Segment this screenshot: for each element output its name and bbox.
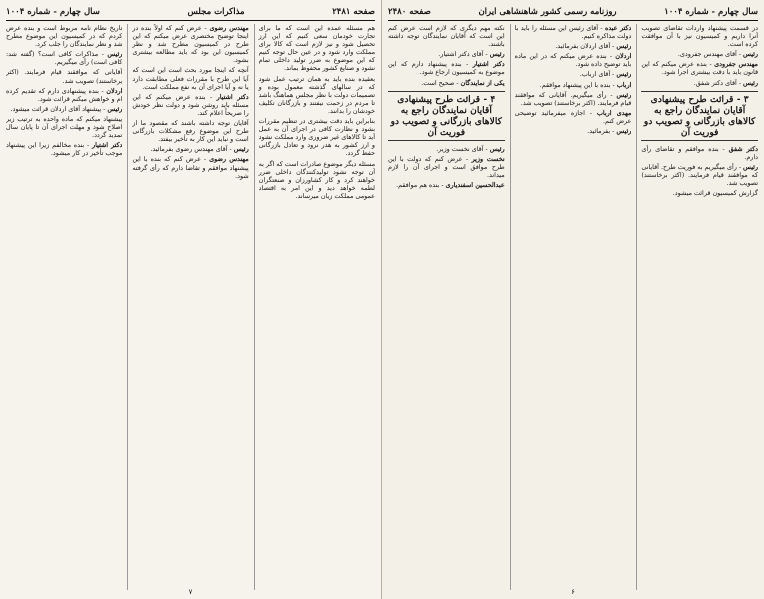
left-page-number: صفحه ۲۴۸۱ <box>332 7 375 17</box>
left-page-title: مذاکرات مجلس <box>187 7 245 17</box>
debate-paragraph: رئیس - آقای دکتر اشتیار. <box>438 50 505 59</box>
speaker-name: مهندس جفرودی <box>714 60 758 69</box>
left-page-header <box>6 6 375 21</box>
right-page-column <box>388 24 505 590</box>
speaker-name: رئیس <box>743 162 758 171</box>
paragraph-text: بنده پیشنهادی دارم که تقدیم کرده ام و خواهش میکنم قرائت شود. <box>6 86 123 103</box>
debate-paragraph: رئیس - آقای اردلان بفرمائید. <box>555 42 632 51</box>
debate-paragraph: رئیس - آقای نخست وزیر. <box>436 144 505 153</box>
left-page-columns <box>6 24 375 590</box>
speaker-name: رئیس <box>107 50 123 59</box>
left-page-footer-number: ۷ <box>188 588 193 596</box>
debate-paragraph: رئیس - پیشنهاد آقای اردلان قرائت میشود. <box>10 104 123 113</box>
paragraph-text: تاریخ نظام نامه مربوط است و بنده عرض کردم که در کمیسیون این موضوع مطرح شد و نظر نمایندگان را جلب کرد. <box>6 24 123 49</box>
speaker-name: یکی از نمایندگان <box>460 78 505 87</box>
debate-paragraph: رئیس - رأی میگیریم. آقایانی که موافقند قیام فرمایند. (اکثر برخاستند) تصویب شد. <box>514 90 632 107</box>
debate-paragraph <box>132 66 248 90</box>
debate-paragraph: مهندس رضوی - عرض کنم که اولاً بنده در اینجا توضیح مختصری عرض میکنم که این طرح در کمیسیون مطرح شد و نظر کمیسیون این بود که باید مطالعه بیشتری بشود. <box>132 24 249 65</box>
right-page <box>382 0 764 599</box>
paragraph-text: آقای دکتر شفق. <box>693 78 737 87</box>
right-page-columns <box>388 24 758 590</box>
speaker-name: مهندس رضوی <box>209 155 249 164</box>
right-page-column <box>510 24 632 590</box>
paragraph-text: بنده مخالفم زیرا این پیشنهاد موجب تأخیر در کار میشود. <box>6 141 123 158</box>
paragraph-text: بنابراین باید دقت بیشتری در تنظیم مقررات بشود و نظارت کافی در اجرای آن به عمل آید تا کالاهای غیر ضروری وارد مملکت نشود و ارز کشور به هدر نرود و تعادل بازرگانی حفظ گردد. <box>258 117 375 158</box>
debate-paragraph: دکتر اشتیار - بنده پیشنهاد دارم که این موضوع به کمیسیون ارجاع شود. <box>387 60 505 77</box>
debate-paragraph: ارباب - بنده با این پیشنهاد موافقم. <box>539 80 632 89</box>
paragraph-text: بنده با این پیشنهاد موافقم. <box>539 80 611 89</box>
paragraph-text: آقای دکتر اشتیار. <box>438 50 484 59</box>
right-page-column <box>636 24 758 590</box>
section-heading: ۴ - قرائت طرح پیشنهادی آقایان نمایندگان راجع به کالاهای بازرگانی و تصویب دو فوریت آن <box>388 91 505 141</box>
debate-paragraph <box>641 189 758 197</box>
paragraph-text: بنده عرض میکنم که در این ماده باید توضیح داده شود. <box>514 52 632 69</box>
paragraph-text: گزارش کمیسیون قرائت میشود. <box>672 189 758 198</box>
section-heading: ۳ - قرائت طرح پیشنهادی آقایان نمایندگان راجع به کالاهای بازرگانی و تصویب دو فوریت آن <box>641 91 758 141</box>
paragraph-text: مذاکرات کافی است؟ (گفته شد: کافی است) رأی میگیریم. <box>6 50 123 67</box>
right-page-date-line: سال چهارم - شماره ۱۰۰۴ <box>664 7 758 17</box>
left-page-column <box>6 24 122 590</box>
speaker-name: رئیس <box>233 145 249 154</box>
paragraph-text: بفرمائید. <box>587 127 611 136</box>
debate-paragraph <box>259 160 375 200</box>
paragraph-text: عرض کنم که دولت با این طرح موافق است و اجرای آن را لازم میداند. <box>387 154 505 179</box>
debate-paragraph: رئیس - آقای ارباب. <box>579 70 632 79</box>
debate-paragraph: مهندس جفرودی - بنده عرض میکنم که این قانون باید با دقت بیشتری اجرا شود. <box>641 60 758 77</box>
debate-paragraph: رئیس - بفرمائید. <box>587 127 632 136</box>
speaker-name: دکتر اشتیار <box>472 60 505 69</box>
debate-paragraph: نخست وزیر - عرض کنم که دولت با این طرح موافق است و اجرای آن را لازم میداند. <box>387 154 505 179</box>
paragraph-text: آقای مهندس جفرودی. <box>677 50 737 59</box>
paragraph-text: آقای نخست وزیر. <box>436 144 484 153</box>
paragraph-text: آقای مهندس رضوی بفرمائید. <box>150 145 228 154</box>
paragraph-text: هم مسئله عمده این است که ما برای تجارت خودمان سعی کنیم که این ارز تحصیل شود و نیز لازم است که کالا برای مملکت وارد شود و در عین حال توجه کنیم که این موضوع به ضرر تولید داخلی تمام نشود و صنایع کشور محفوظ بماند. <box>258 24 375 73</box>
speaker-name: ارباب <box>616 80 632 89</box>
debate-paragraph <box>6 24 122 48</box>
speaker-name: نخست وزیر <box>471 154 505 163</box>
debate-paragraph: دکتر شفق - بنده موافقم و تقاضای رأی دارم. <box>641 144 758 161</box>
debate-paragraph: یکی از نمایندگان - صحیح است. <box>421 78 505 87</box>
left-page-column <box>254 24 375 590</box>
left-page-date-line: سال چهارم - شماره ۱۰۰۴ <box>6 7 100 17</box>
debate-paragraph: رئیس - آقای مهندس جفرودی. <box>677 50 758 59</box>
debate-paragraph <box>259 117 375 157</box>
paragraph-text: بنده موافقم و تقاضای رأی دارم. <box>641 144 758 161</box>
paragraph-text: پیشنهاد آقای اردلان قرائت میشود. <box>10 104 102 113</box>
paragraph-text: آنچه که اینجا مورد بحث است این است که آیا این طرح با مقررات فعلی مطابقت دارد یا نه و آیا اجرای آن به نفع مملکت است. <box>132 66 249 91</box>
debate-paragraph: رئیس - آقای مهندس رضوی بفرمائید. <box>150 145 249 154</box>
debate-paragraph: مهندس رضوی - عرض کنم که بنده با این پیشنهاد موافقم و تقاضا دارم که رأی گرفته شود. <box>132 155 249 180</box>
paragraph-text: آقای رئیس این مسئله را باید با دولت مذاکره کنیم. <box>514 24 632 41</box>
speaker-name: رئیس <box>616 127 632 136</box>
paragraph-text: نکته مهم دیگری که لازم است عرض کنم این است که آقایان نمایندگان توجه داشته باشند. <box>387 24 505 49</box>
debate-paragraph: دکتر عبده - آقای رئیس این مسئله را باید با دولت مذاکره کنیم. <box>514 24 632 41</box>
paragraph-text: رأی میگیریم. آقایانی که موافقند قیام فرمایند. (اکثر برخاستند) تصویب شد. <box>514 90 632 107</box>
debate-paragraph: مهدی ارباب - اجازه میفرمائید توضیحی عرض کنم. <box>514 108 632 125</box>
paragraph-text: مسئله دیگر موضوع صادرات است که اگر به آن توجه نشود تولیدکنندگان داخلی ضرر خواهند کرد و کار کشاورزان و صنعتگران لطمه خواهد دید و این امر به اقتصاد عمومی مملکت زیان میرساند. <box>258 159 375 200</box>
right-page-number: صفحه ۲۴۸۰ <box>388 7 431 17</box>
paragraph-text: عرض کنم که بنده با این پیشنهاد موافقم و تقاضا دارم که رأی گرفته شود. <box>132 155 249 180</box>
speaker-name: دکتر شفق <box>728 144 758 153</box>
paragraph-text: بنده هم موافقم. <box>396 181 440 190</box>
debate-paragraph <box>259 75 375 115</box>
debate-paragraph: عبدالحسین اسفندیاری - بنده هم موافقم. <box>396 181 505 190</box>
speaker-name: رئیس <box>743 78 758 87</box>
debate-paragraph: رئیس - رأی میگیریم به فوریت طرح. آقایانی که موافقند قیام فرمایند. (اکثر برخاستند) تصویب شد. <box>641 162 758 188</box>
speaker-name: رئیس <box>616 90 632 99</box>
speaker-name: رئیس <box>489 50 505 59</box>
speaker-name: رئیس <box>743 50 758 59</box>
debate-paragraph: رئیس - مذاکرات کافی است؟ (گفته شد: کافی است) رأی میگیریم. <box>6 50 123 67</box>
debate-paragraph <box>641 24 758 48</box>
paragraph-text: پیشنهاد میکنم که ماده واحده به ترتیب زیر اصلاح شود و مهلت اجرای آن تا پایان سال تمدید گردد. <box>6 114 123 140</box>
speaker-name: دکتر اشتیار <box>91 141 123 150</box>
speaker-name: اردلان <box>106 86 123 95</box>
debate-paragraph <box>6 68 122 84</box>
right-page-header <box>388 6 758 21</box>
speaker-name: مهدی ارباب <box>596 108 632 117</box>
debate-paragraph: اردلان - بنده عرض میکنم که در این ماده باید توضیح داده شود. <box>514 52 632 69</box>
speaker-name: رئیس <box>489 144 505 153</box>
speaker-name: رئیس <box>616 70 632 79</box>
paragraph-text: بنده عرض میکنم که این مسئله باید روشن شود و دولت نظر خودش را صریحاً اعلام کند. <box>132 92 249 117</box>
paragraph-text: اجازه میفرمائید توضیحی عرض کنم. <box>514 108 632 125</box>
debate-paragraph <box>132 119 248 143</box>
speaker-name: اردلان <box>615 52 632 61</box>
debate-paragraph: دکتر اشتیار - بنده عرض میکنم که این مسئله باید روشن شود و دولت نظر خودش را صریحاً اعلام کند. <box>132 92 249 117</box>
speaker-name: رئیس <box>616 42 632 51</box>
right-page-title: روزنامه رسمی کشور شاهنشاهی ایران <box>478 7 617 17</box>
paragraph-text: رأی میگیریم به فوریت طرح. آقایانی که موافقند قیام فرمایند. (اکثر برخاستند) تصویب شد. <box>641 162 758 188</box>
paragraph-text: آقای اردلان بفرمائید. <box>555 42 611 51</box>
speaker-name: دکتر عبده <box>604 24 632 32</box>
paragraph-text: آقایان توجه داشته باشند که مقصود ما از طرح این موضوع رفع مشکلات بازرگانی است و نباید این کار به تأخیر بیفتد. <box>132 119 249 144</box>
debate-paragraph: رئیس - آقای دکتر شفق. <box>693 78 758 87</box>
debate-paragraph <box>6 115 122 139</box>
speaker-name: مهندس رضوی <box>209 24 249 32</box>
debate-paragraph: دکتر اشتیار - بنده مخالفم زیرا این پیشنهاد موجب تأخیر در کار میشود. <box>6 141 123 158</box>
paragraph-text: آقای ارباب. <box>579 70 611 79</box>
paragraph-text: بنده عرض میکنم که این قانون باید با دقت بیشتری اجرا شود. <box>641 60 758 77</box>
speaker-name: رئیس <box>107 104 123 113</box>
debate-paragraph: اردلان - بنده پیشنهادی دارم که تقدیم کرده ام و خواهش میکنم قرائت شود. <box>6 86 123 103</box>
right-page-footer-number: ۶ <box>571 588 575 596</box>
paragraph-text: عرض کنم که اولاً بنده در اینجا توضیح مختصری عرض میکنم که این طرح در کمیسیون مطرح شد و نظر کمیسیون این بود که باید مطالعه بیشتری بشود. <box>132 24 249 65</box>
paragraph-text: صحیح است. <box>421 78 455 87</box>
debate-paragraph <box>259 24 375 73</box>
paragraph-text: آقایانی که موافقند قیام فرمایند. (اکثر برخاستند) تصویب شد. <box>6 68 123 85</box>
paragraph-text: بنده پیشنهاد دارم که این موضوع به کمیسیون ارجاع شود. <box>387 60 505 77</box>
paragraph-text: بعقیده بنده باید به همان ترتیب عمل شود که در سالهای گذشته معمول بوده و تصمیمات دولت با نظر مجلس هماهنگ باشد تا مردم در زحمت نیفتند و بازرگانان تکلیف خودشان را بدانند. <box>258 74 375 115</box>
debate-paragraph <box>388 24 505 48</box>
left-page-column <box>127 24 248 590</box>
speaker-name: دکتر اشتیار <box>216 92 249 101</box>
paragraph-text: در قسمت پیشنهاد واردات تقاضای تصویب آنرا داریم و کمیسیون نیز با آن موافقت کرده است. <box>641 24 758 49</box>
speaker-name: عبدالحسین اسفندیاری <box>445 181 505 190</box>
